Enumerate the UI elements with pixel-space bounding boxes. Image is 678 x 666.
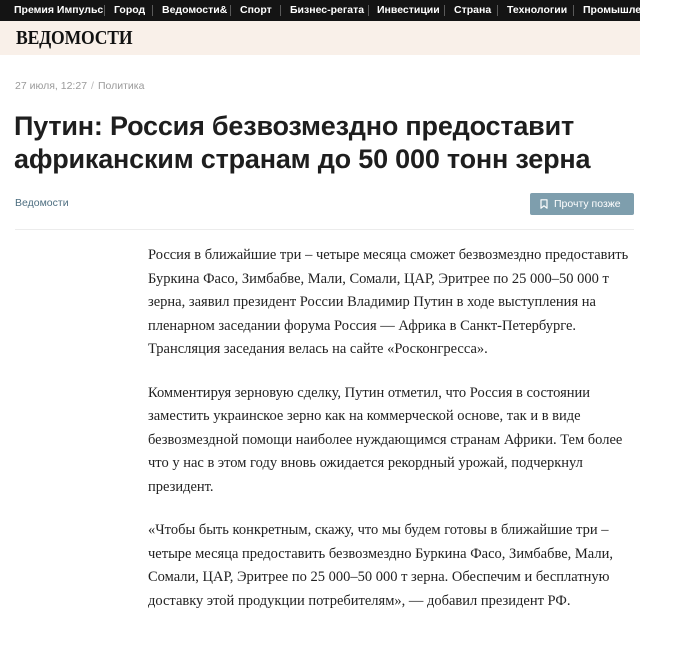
article-meta bbox=[15, 80, 144, 92]
nav-separator bbox=[497, 5, 498, 16]
nav-item-business-regatta[interactable]: Бизнес-регата bbox=[290, 4, 365, 16]
nav-item-vedomosti-and[interactable]: Ведомости& bbox=[162, 4, 228, 16]
nav-item-industry[interactable]: Промышленность bbox=[583, 4, 678, 16]
nav-separator bbox=[444, 5, 445, 16]
nav-separator bbox=[573, 5, 574, 16]
nav-item-investments[interactable]: Инвестиции bbox=[377, 4, 440, 16]
header-divider bbox=[15, 229, 634, 230]
nav-separator bbox=[230, 5, 231, 16]
nav-separator bbox=[104, 5, 105, 16]
meta-separator: / bbox=[91, 80, 94, 92]
vedomosti-logo[interactable]: ВЕДОМОСТИ bbox=[16, 27, 133, 49]
read-later-label: Прочту позже bbox=[554, 198, 621, 210]
article-title: Путин: Россия безвозмездно предоставит африканским странам до 50 000 тонн зерна bbox=[14, 111, 591, 174]
masthead bbox=[0, 21, 640, 55]
nav-item-country[interactable]: Страна bbox=[454, 4, 492, 16]
top-navigation bbox=[0, 0, 678, 21]
rubric-link[interactable]: Политика bbox=[97, 80, 145, 92]
nav-separator bbox=[368, 5, 369, 16]
article-paragraph: «Чтобы быть конкретным, скажу, что мы будем готовы в ближайшие три – четыре месяца предоставить безвозмездно Буркина Фасо, Зимбабве, Мали, Сомали, ЦАР, Эритрее по 25 000–50 000 т зерна. Обеспечим и бесплатную доставку этой продукции потребителям», — добавил президент РФ. bbox=[148, 522, 613, 609]
read-later-button[interactable] bbox=[530, 193, 634, 215]
publish-date: 27 июля, 12:27 bbox=[15, 80, 88, 92]
nav-item-sport[interactable]: Спорт bbox=[240, 4, 272, 16]
nav-item-technologies[interactable]: Технологии bbox=[507, 4, 568, 16]
nav-item-city[interactable]: Город bbox=[114, 4, 146, 16]
article-paragraph: Россия в ближайшие три – четыре месяца сможет безвозмездно предоставить Буркина Фасо, Зимбабве, Мали, Сомали, ЦАР, Эритрее по 25 000–50 000 т зерна, заявил президент России Владимир Путин в ходе выступления на пленарном заседании форума Россия — Африка в Санкт-Петербурге. Трансляция заседания велась на сайте «Росконгресса». bbox=[148, 247, 629, 357]
article-paragraph: Комментируя зерновую сделку, Путин отметил, что Россия в состоянии заместить украинское зерно как на коммерческой основе, так и в виде безвозмездной помощи наиболее нуждающимся странам Африки. Тем более что у нас в этом году вновь ожидается рекордный урожай, подчеркнул президент. bbox=[148, 384, 623, 495]
nav-separator bbox=[280, 5, 281, 16]
source-link[interactable]: Ведомости bbox=[15, 197, 69, 209]
bookmark-icon bbox=[540, 199, 548, 209]
nav-item-impulse-award[interactable]: Премия Импульс bbox=[14, 4, 104, 16]
article-body bbox=[148, 244, 640, 633]
nav-separator bbox=[152, 5, 153, 16]
